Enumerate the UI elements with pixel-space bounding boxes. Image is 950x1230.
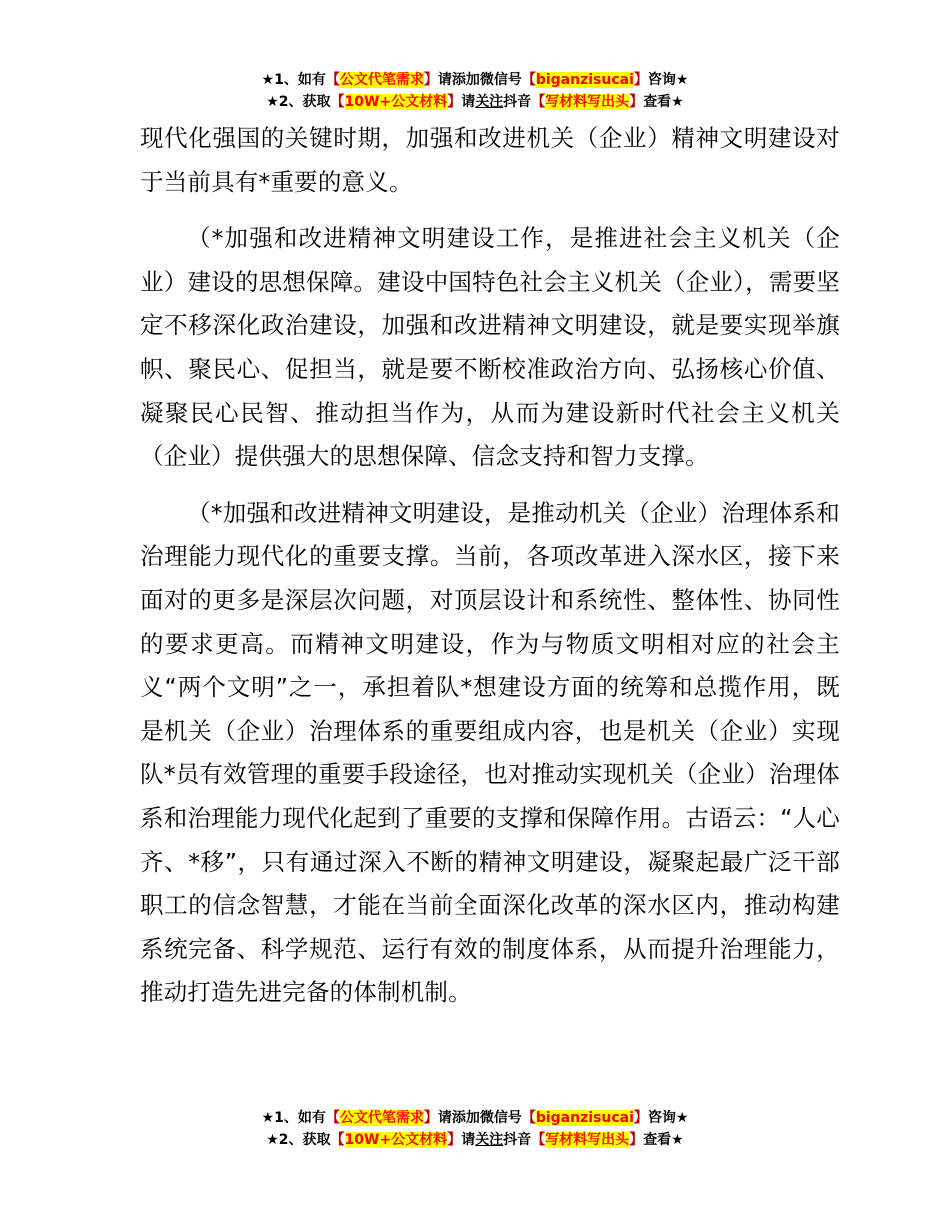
- bracket: 【: [531, 1132, 546, 1148]
- paragraph: （*加强和改进精神文明建设工作，是推进社会主义机关（企业）建设的思想保障。建设中国特色社会主义机关（企业），需要坚定不移深化政治建设，加强和改进精神文明建设，就是要实现举旗帜、聚民心、促担当，就是要不断校准政治方向、弘扬核心价值、凝聚民心民智、推动担当作为，从而为建设新时代社会主义机关（企业）提供强大的思想保障、信念支持和智力支撑。: [140, 224, 840, 471]
- bracket: 【: [531, 94, 546, 110]
- highlight-douyin-account: 写材料写出头: [545, 94, 630, 110]
- bracket: 【: [330, 94, 345, 110]
- banner-text: 请添加微信号: [437, 1110, 522, 1126]
- banner-text: 查看★: [643, 94, 684, 110]
- bracket: 【: [325, 1110, 340, 1126]
- banner-line-1: [0, 69, 950, 91]
- banner-text: 抖音: [503, 94, 532, 110]
- bracket: 】: [447, 1132, 462, 1148]
- banner-line-1: [0, 1107, 950, 1129]
- banner-text: ★1、如有: [261, 1110, 326, 1126]
- bracket: 】: [423, 72, 438, 88]
- banner-text: 请: [461, 1132, 476, 1148]
- highlight-wechat-id: biganzisucai: [535, 1110, 634, 1126]
- bracket: 】: [633, 1110, 648, 1126]
- highlight-service: 公文代笔需求: [339, 1110, 424, 1126]
- highlight-wechat-id: biganzisucai: [535, 72, 634, 88]
- bracket: 】: [629, 1132, 644, 1148]
- banner-text: ★2、获取: [266, 94, 331, 110]
- paragraph: （*加强和改进精神文明建设，是推动机关（企业）治理体系和治理能力现代化的重要支撑。当前，各项改革进入深水区，接下来面对的更多是深层次问题，对顶层设计和系统性、整体性、协同性的要求更高。而精神文明建设，作为与物质文明相对应的社会主义“两个文明”之一，承担着队*想建设方面的统筹和总揽作用，既是机关（企业）治理体系的重要组成内容，也是机关（企业）实现队*员有效管理的重要手段途径，也对推动实现机关（企业）治理体系和治理能力现代化起到了重要的支撑和保障作用。古语云：“人心齐、*移”，只有通过深入不断的精神文明建设，凝聚起最广泛干部职工的信念智慧，才能在当前全面深化改革的深水区内，推动构建系统完备、科学规范、运行有效的制度体系，从而提升治理能力，推动打造先进完备的体制机制。: [140, 498, 840, 1007]
- banner-text: 咨询★: [647, 72, 689, 88]
- bracket: 【: [521, 1110, 536, 1126]
- banner-text: ★1、如有: [261, 72, 326, 88]
- highlight-materials: 10W+公文材料: [344, 94, 448, 110]
- banner-text: 请添加微信号: [437, 72, 522, 88]
- banner-text: 查看★: [643, 1132, 684, 1148]
- banner-line-2: [0, 91, 950, 113]
- bracket: 【: [330, 1132, 345, 1148]
- document-body: [140, 117, 840, 1028]
- bracket: 】: [629, 94, 644, 110]
- highlight-materials: 10W+公文材料: [344, 1132, 448, 1148]
- paragraph-continuation: 现代化强国的关键时期，加强和改进机关（企业）精神文明建设对于当前具有*重要的意义。: [140, 124, 840, 196]
- bracket: 】: [447, 94, 462, 110]
- footer-banner: [0, 1107, 950, 1151]
- banner-text: ★2、获取: [266, 1132, 331, 1148]
- highlight-douyin-account: 写材料写出头: [545, 1132, 630, 1148]
- banner-text: 咨询★: [647, 1110, 689, 1126]
- bracket: 】: [423, 1110, 438, 1126]
- underlined-text: 关注: [475, 1132, 504, 1148]
- banner-line-2: [0, 1129, 950, 1151]
- banner-text: 抖音: [503, 1132, 532, 1148]
- header-banner: [0, 69, 950, 113]
- highlight-service: 公文代笔需求: [339, 72, 424, 88]
- bracket: 】: [633, 72, 648, 88]
- underlined-text: 关注: [475, 94, 504, 110]
- bracket: 【: [521, 72, 536, 88]
- banner-text: 请: [461, 94, 476, 110]
- bracket: 【: [325, 72, 340, 88]
